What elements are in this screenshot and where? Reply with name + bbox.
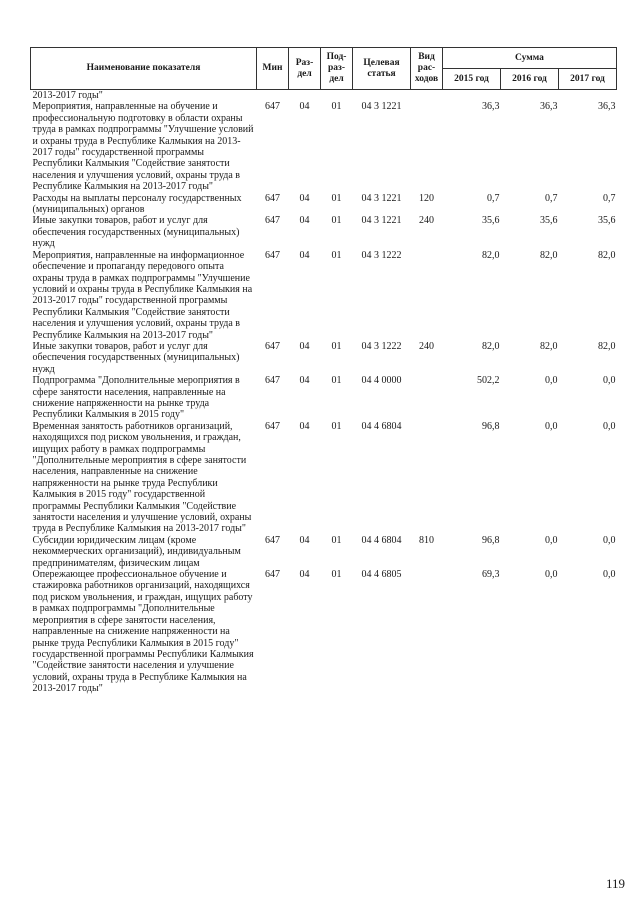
row-sum-2016: 35,6 [540, 215, 558, 227]
row-statya: 04 3 1222 [361, 340, 402, 352]
table-row [31, 341, 617, 375]
row-sum-2017: 0,0 [603, 534, 616, 546]
row-min: 647 [265, 192, 280, 204]
row-name: Иные закупки товаров, работ и услуг для обеспечения государственных (муниципальных) нужд [32, 215, 240, 250]
row-sum-2017: 0,0 [603, 569, 616, 581]
row-sum-2015: 36,3 [482, 101, 500, 113]
header-name: Наименование показателя [31, 48, 257, 90]
row-sum-2016: 82,0 [540, 340, 558, 352]
row-sum-2017: 35,6 [598, 215, 616, 227]
row-sum-2017: 82,0 [598, 249, 616, 261]
row-podrazdel: 01 [331, 192, 342, 204]
row-podrazdel: 01 [331, 534, 342, 546]
row-razdel: 04 [299, 340, 310, 352]
header-min: Мин [257, 48, 289, 90]
row-podrazdel: 01 [331, 215, 342, 227]
row-sum-2016: 0,0 [545, 534, 558, 546]
row-vid [411, 421, 443, 535]
row-podrazdel: 01 [331, 420, 342, 432]
row-min: 647 [265, 249, 280, 261]
row-podrazdel: 01 [331, 375, 342, 387]
continuation-text: 2013-2017 годы" [32, 90, 103, 101]
row-sum-2016: 0,0 [545, 375, 558, 387]
row-statya: 04 3 1222 [361, 249, 402, 261]
row-podrazdel: 01 [331, 249, 342, 261]
row-vid: 240 [419, 215, 434, 227]
row-min: 647 [265, 215, 280, 227]
row-sum-2015: 96,8 [482, 534, 500, 546]
row-sum-2017: 0,0 [603, 375, 616, 387]
row-razdel: 04 [299, 101, 310, 113]
row-sum-2016: 36,3 [540, 101, 558, 113]
row-name: Временная занятость работников организаций, находящихся под риском увольнения, и граждан, ищущих работу в рамках подпрограммы "Дополнительные мероприятия в сфере занятости населения, направленные на снижение напряженности на рынке труда Республики Калмыкия в 2015 году" государственной программы Республики Калмыкия "Содействие занятости населения и улучшение условий, охраны труда в Республике Калмыкия на 2013-2017 годы" [32, 420, 252, 535]
row-min: 647 [265, 375, 280, 387]
header-statya: Целевая статья [353, 48, 411, 90]
header-summa: Сумма [443, 48, 617, 69]
row-sum-2015: 502,2 [477, 375, 500, 387]
row-min: 647 [265, 569, 280, 581]
row-razdel: 04 [299, 375, 310, 387]
budget-table [30, 47, 617, 695]
row-statya: 04 3 1221 [361, 101, 402, 113]
row-sum-2015: 69,3 [482, 569, 500, 581]
row-razdel: 04 [299, 569, 310, 581]
row-vid: 120 [419, 192, 434, 204]
row-min: 647 [265, 534, 280, 546]
row-sum-2015: 82,0 [482, 249, 500, 261]
row-vid: 240 [419, 340, 434, 352]
row-min: 647 [265, 101, 280, 113]
table-row [31, 421, 617, 535]
row-sum-2016: 82,0 [540, 249, 558, 261]
row-statya: 04 4 6804 [361, 420, 402, 432]
header-2016: 2016 год [501, 69, 559, 90]
table-row [31, 215, 617, 249]
table-row [31, 193, 617, 216]
row-min: 647 [265, 340, 280, 352]
row-razdel: 04 [299, 420, 310, 432]
header-vid: Вид рас- ходов [411, 48, 443, 90]
header-2015: 2015 год [443, 69, 501, 90]
table-row [31, 375, 617, 421]
row-sum-2017: 0,7 [603, 192, 616, 204]
row-podrazdel: 01 [331, 101, 342, 113]
table-row [31, 101, 617, 192]
row-name: Расходы на выплаты персоналу государственных (муниципальных) органов [32, 192, 242, 216]
table-header [31, 48, 617, 90]
row-sum-2015: 96,8 [482, 420, 500, 432]
row-name: Субсидии юридическим лицам (кроме некоммерческих организаций), индивидуальным предпринимателям, физическим лицам [32, 534, 241, 569]
row-vid [411, 101, 443, 192]
row-sum-2015: 35,6 [482, 215, 500, 227]
row-name: Иные закупки товаров, работ и услуг для обеспечения государственных (муниципальных) нужд [32, 340, 240, 375]
row-vid [411, 250, 443, 341]
row-razdel: 04 [299, 249, 310, 261]
row-min: 647 [265, 420, 280, 432]
row-statya: 04 4 6805 [361, 569, 402, 581]
header-2017: 2017 год [559, 69, 617, 90]
row-sum-2015: 0,7 [487, 192, 500, 204]
row-sum-2017: 36,3 [598, 101, 616, 113]
row-statya: 04 3 1221 [361, 215, 402, 227]
row-statya: 04 4 6804 [361, 534, 402, 546]
header-razdel: Раз- дел [289, 48, 321, 90]
row-razdel: 04 [299, 534, 310, 546]
row-sum-2016: 0,0 [545, 420, 558, 432]
row-name: Опережающее профессиональное обучение и стажировка работников организаций, находящихся под риском увольнения, и граждан, ищущих работу в рамках подпрограммы "Дополнительные мероприятия в сфере занятости населения, направленные на снижение напряженности на рынке труда Республики Калмыкия в 2015 году" государственной программы Республики Калмыкия "Содействие занятости населения и улучшение условий, охраны труда в Республике Калмыкия на 2013-2017 годы" [32, 569, 254, 695]
row-razdel: 04 [299, 192, 310, 204]
row-sum-2016: 0,7 [545, 192, 558, 204]
table-row [31, 535, 617, 569]
row-sum-2017: 0,0 [603, 420, 616, 432]
row-name: Подпрограмма "Дополнительные мероприятия в сфере занятости населения, направленные на снижение напряженности на рынке труда Республики Калмыкия в 2015 году" [32, 375, 240, 421]
row-vid [411, 569, 443, 694]
row-podrazdel: 01 [331, 569, 342, 581]
row-statya: 04 4 0000 [361, 375, 402, 387]
row-statya: 04 3 1221 [361, 192, 402, 204]
row-sum-2015: 82,0 [482, 340, 500, 352]
row-sum-2016: 0,0 [545, 569, 558, 581]
row-name: Мероприятия, направленные на обучение и профессиональную подготовку в области охраны труда в рамках подпрограммы "Улучшение условий и охраны труда в Республике Калмыкия на 2013-2017 годы" государственной программы Республики Калмыкия "Содействие занятости населения и улучшения условий, охраны труда в Республике Калмыкия на 2013-2017 годы" [32, 101, 254, 193]
row-sum-2017: 82,0 [598, 340, 616, 352]
table-row [31, 250, 617, 341]
table-row [31, 569, 617, 694]
header-podrazdel: Под- раз- дел [321, 48, 353, 90]
continuation-row [31, 90, 617, 102]
row-razdel: 04 [299, 215, 310, 227]
table-body [31, 90, 617, 695]
row-name: Мероприятия, направленные на информационное обеспечение и пропаганду передового опыта охраны труда в рамках подпрограммы "Улучшение условий и охраны труда в Республике Калмыкия на 2013-2017 годы" государственной программы Республики Калмыкия "Содействие занятости населения и улучшения условий, охраны труда в Республике Калмыкия на 2013-2017 годы" [32, 249, 253, 341]
page-number: 119 [605, 876, 625, 891]
row-vid: 810 [419, 534, 434, 546]
row-vid [411, 375, 443, 421]
row-podrazdel: 01 [331, 340, 342, 352]
